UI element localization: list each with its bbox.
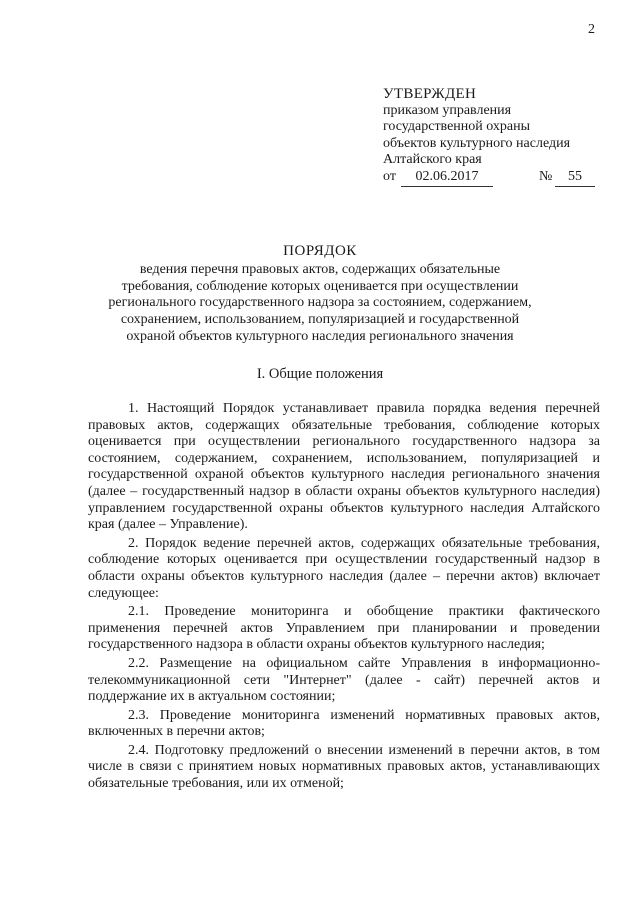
document-title: ПОРЯДОК: [283, 243, 357, 259]
date-prefix: от: [383, 168, 396, 184]
approval-block: [383, 86, 623, 189]
page-number: 2: [588, 22, 595, 37]
subtitle-line: охраной объектов культурного наследия регионального значения: [126, 328, 514, 344]
approval-line: приказом управления: [383, 102, 512, 118]
subtitle-line: ведения перечня правовых актов, содержащих обязательные: [139, 262, 501, 277]
paragraph: 2.3. Проведение мониторинга изменений нормативных правовых актов, включенных в перечни актов;: [88, 707, 600, 740]
paragraph: 2.1. Проведение мониторинга и обобщение практики фактического применения перечней актов Управлением при планировании и проведении государственного надзора в области охраны объектов культурного наследия;: [88, 604, 600, 653]
approval-line: объектов культурного наследия: [383, 135, 571, 151]
approval-line: государственной охраны: [383, 119, 531, 135]
subtitle-line: сохранением, использованием, популяризацией и государственной: [120, 312, 520, 328]
paragraph: 2.4. Подготовку предложений о внесении изменений в перечни актов, в том числе в связи с принятием новых нормативных правовых актов, устанавливающих обязательные требования, или их отменой;: [88, 742, 600, 792]
approval-line: Алтайского края: [383, 152, 482, 168]
paragraph: 2. Порядок ведение перечней актов, содержащих обязательные требования, соблюдение которых оценивается при осуществлении государственный надзор в области охраны объектов культурного наследия (далее – перечни актов) включает следующее:: [88, 535, 600, 601]
paragraph: 1. Настоящий Порядок устанавливает правила порядка ведения перечней правовых актов, содержащих обязательные требования, соблюдение которых оценивается при осуществлении регионального государственного надзора за состоянием, содержанием, сохранением, использованием, популяризацией и государственной охраной объектов культурного наследия регионального значения (далее – государственный надзор в области охраны объектов культурного наследия) управлением государственной охраны объектов культурного наследия Алтайского края (далее – Управление).: [88, 401, 600, 533]
section-heading: I. Общие положения: [256, 366, 384, 382]
approval-number: 55: [555, 169, 595, 187]
subtitle-line: регионального государственного надзора за состоянием, содержанием,: [108, 295, 532, 311]
document-body: [88, 401, 600, 795]
document-subtitle: [100, 262, 540, 346]
subtitle-line: требования, соблюдение которых оценивается при осуществлении: [121, 278, 519, 294]
approval-date-number: [383, 169, 623, 189]
approval-title: УТВЕРЖДЕН: [383, 86, 477, 102]
number-prefix: №: [539, 168, 553, 184]
paragraph: 2.2. Размещение на официальном сайте Управления в информационно-телекоммуникационной сети "Интернет" (далее - сайт) перечней актов и поддержание их в актуальном состоянии;: [88, 655, 600, 705]
approval-date: 02.06.2017: [401, 169, 493, 187]
